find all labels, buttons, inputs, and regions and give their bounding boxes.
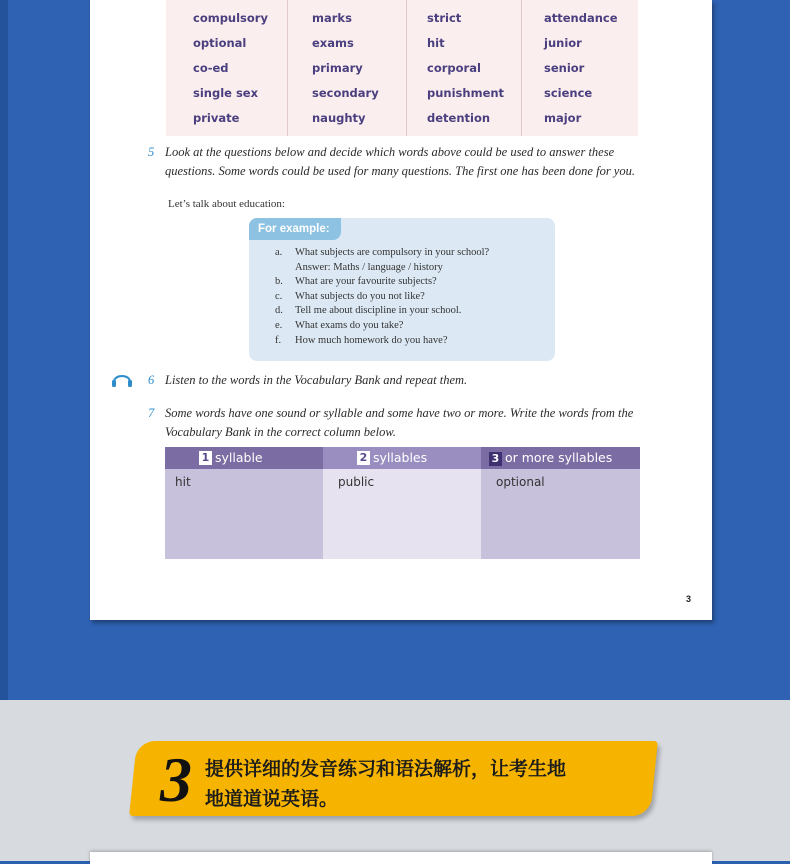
instruction-line: Look at the questions below and decide which words above could be used to answer these bbox=[165, 145, 615, 159]
vocab-word: junior bbox=[544, 36, 582, 50]
feature-number: 3 bbox=[160, 744, 192, 815]
vocab-word: senior bbox=[544, 61, 585, 75]
example-box bbox=[249, 218, 555, 361]
vocab-word: single sex bbox=[193, 86, 259, 100]
question-letter: e. bbox=[275, 319, 283, 331]
question-text: What subjects do you not like? bbox=[295, 290, 425, 302]
question-letter: a. bbox=[275, 247, 283, 258]
vocab-word: private bbox=[193, 111, 240, 125]
exercise-5-instructions bbox=[165, 143, 705, 181]
example-question bbox=[275, 290, 489, 305]
question-letter: c. bbox=[275, 290, 283, 302]
syllable-count-badge: 2 bbox=[357, 451, 370, 465]
question-text: What are your favourite subjects? bbox=[295, 276, 437, 288]
vocab-word: co-ed bbox=[193, 61, 229, 75]
syllable-column-header bbox=[323, 447, 481, 469]
feature-text-line: 地道道说英语。 bbox=[205, 788, 339, 810]
syllable-column-cell[interactable]: hit bbox=[165, 469, 323, 559]
vocab-column-3 bbox=[407, 0, 522, 136]
vocab-word: secondary bbox=[312, 86, 379, 100]
syllable-column-cell[interactable]: optional bbox=[481, 469, 640, 559]
instruction-line: questions. Some words could be used for many questions. The first one has been done for you. bbox=[165, 164, 635, 178]
instruction-line: Vocabulary Bank in the correct column below. bbox=[165, 425, 396, 439]
page-number: 3 bbox=[685, 594, 691, 604]
vocab-word: optional bbox=[193, 36, 247, 50]
syllable-header-label: syllables bbox=[373, 450, 428, 465]
syllable-column-header bbox=[481, 447, 640, 469]
exercise-number: 7 bbox=[148, 406, 155, 420]
exercise-7-number bbox=[148, 404, 154, 423]
question-text: What exams do you take? bbox=[295, 319, 404, 331]
example-tag: For example: bbox=[249, 218, 341, 240]
syllable-count-badge: 1 bbox=[199, 451, 212, 465]
exercise-5-number bbox=[148, 143, 154, 162]
question-letter: f. bbox=[275, 334, 282, 346]
vocab-word: hit bbox=[427, 36, 445, 50]
vocab-column-4 bbox=[522, 0, 638, 136]
vocabulary-bank-table bbox=[166, 0, 638, 136]
vocab-word: primary bbox=[312, 61, 363, 75]
vocab-word: exams bbox=[312, 36, 354, 50]
question-text: How much homework do you have? bbox=[295, 334, 448, 346]
syllable-column-2 bbox=[323, 447, 481, 559]
question-letter: d. bbox=[275, 305, 283, 317]
vocab-word: detention bbox=[427, 111, 491, 125]
feature-text-line: 提供详细的发音练习和语法解析，让考生地 bbox=[205, 758, 567, 780]
answer-text: Answer: Maths / language / history bbox=[295, 261, 443, 273]
left-edge-strip bbox=[0, 0, 8, 700]
question-letter: b. bbox=[275, 276, 283, 288]
example-question bbox=[275, 319, 489, 334]
exercise-7-instructions bbox=[165, 404, 705, 442]
syllable-column-1 bbox=[165, 447, 323, 559]
syllable-column-3 bbox=[481, 447, 640, 559]
exercise-number: 6 bbox=[148, 373, 155, 387]
exercise-number: 5 bbox=[148, 145, 155, 159]
vocab-word: strict bbox=[427, 11, 462, 25]
exercise-6-number bbox=[148, 371, 154, 390]
vocab-column-2 bbox=[288, 0, 407, 136]
next-page-edge bbox=[90, 852, 712, 864]
vocab-word: punishment bbox=[427, 86, 505, 100]
example-question bbox=[275, 334, 489, 349]
exercise-6-instructions: Listen to the words in the Vocabulary Bank and repeat them. bbox=[165, 373, 468, 387]
syllable-header-label: or more syllables bbox=[505, 450, 613, 465]
syllable-header-label: syllable bbox=[215, 450, 263, 465]
vocab-word: major bbox=[544, 111, 582, 125]
syllable-table bbox=[165, 447, 640, 559]
syllable-count-badge: 3 bbox=[489, 452, 502, 466]
question-letter bbox=[275, 261, 295, 276]
example-question bbox=[275, 246, 489, 261]
vocab-word: naughty bbox=[312, 111, 366, 125]
vocab-word: attendance bbox=[544, 11, 618, 25]
lets-talk-text: Let’s talk about education: bbox=[168, 198, 285, 210]
headphones-icon[interactable] bbox=[111, 370, 133, 388]
question-text: Tell me about discipline in your school. bbox=[295, 305, 462, 317]
instruction-line: Some words have one sound or syllable and some have two or more. Write the words from the bbox=[165, 406, 634, 420]
example-question-list bbox=[275, 246, 489, 348]
question-text: What subjects are compulsory in your school? bbox=[295, 247, 490, 258]
vocab-word: marks bbox=[312, 11, 352, 25]
vocab-word: science bbox=[544, 86, 593, 100]
textbook-page bbox=[90, 0, 712, 620]
example-question bbox=[275, 304, 489, 319]
example-answer bbox=[275, 261, 489, 276]
vocab-column-1 bbox=[166, 0, 288, 136]
vocab-word: corporal bbox=[427, 61, 481, 75]
syllable-column-cell[interactable]: public bbox=[323, 469, 481, 559]
syllable-column-header bbox=[165, 447, 323, 469]
vocab-word: compulsory bbox=[193, 11, 268, 25]
feature-text bbox=[205, 754, 645, 814]
example-question bbox=[275, 275, 489, 290]
